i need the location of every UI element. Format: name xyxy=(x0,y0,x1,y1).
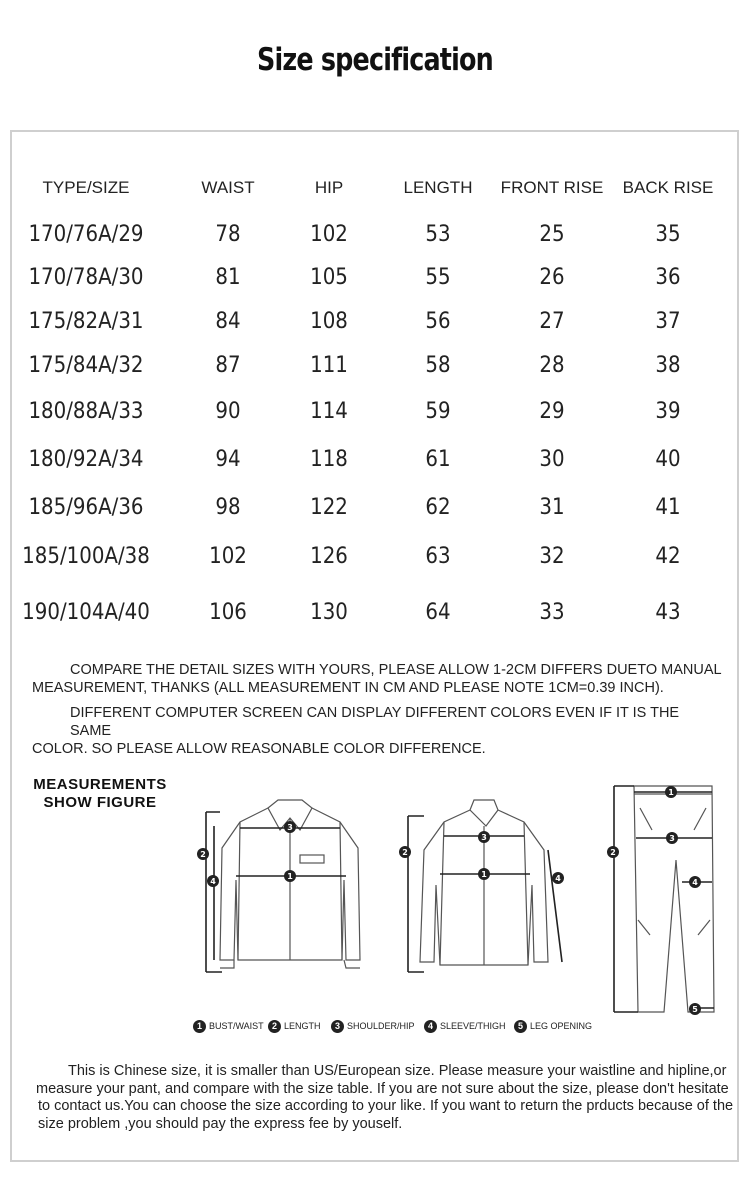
table-header-2: WAIST xyxy=(201,178,255,197)
legend-label: SLEEVE/THIGH xyxy=(440,1021,506,1031)
table-row-size: 185/100A/38 xyxy=(22,544,150,569)
table-cell: 40 xyxy=(655,447,681,472)
table-cell: 36 xyxy=(655,265,681,290)
svg-text:2: 2 xyxy=(610,848,616,857)
table-cell: 41 xyxy=(655,495,681,520)
footer-line4: size problem ,you should pay the express fee by youself. xyxy=(38,1115,403,1132)
measurements-label-line2: SHOW FIGURE xyxy=(43,794,157,811)
table-cell: 98 xyxy=(215,495,241,520)
svg-text:4: 4 xyxy=(555,874,561,883)
table-cell: 37 xyxy=(655,309,681,334)
table-cell: 29 xyxy=(539,399,565,424)
table-cell: 56 xyxy=(425,309,451,334)
numbered-marker-icon: 4 xyxy=(424,1020,437,1033)
table-row-size: 170/76A/29 xyxy=(28,222,144,247)
svg-text:4: 4 xyxy=(692,878,698,887)
table-cell: 114 xyxy=(310,399,348,424)
page-title: Size specification xyxy=(257,42,493,78)
table-header-3: HIP xyxy=(314,178,344,197)
table-row-size: 175/84A/32 xyxy=(28,353,144,378)
table-cell: 108 xyxy=(310,309,348,334)
svg-text:3: 3 xyxy=(481,833,487,842)
note2-line2: COLOR. SO PLEASE ALLOW REASONABLE COLOR DIFFERENCE. xyxy=(32,741,486,757)
jacket-diagram xyxy=(420,800,548,965)
table-cell: 26 xyxy=(539,265,565,290)
marker-3-icon xyxy=(666,832,678,844)
table-cell: 106 xyxy=(209,600,247,625)
table-cell: 58 xyxy=(425,353,451,378)
table-cell: 61 xyxy=(425,447,451,472)
table-row-size: 185/96A/36 xyxy=(28,495,144,520)
table-cell: 78 xyxy=(215,222,241,247)
table-cell: 31 xyxy=(539,495,565,520)
table-cell: 35 xyxy=(655,222,681,247)
svg-text:2: 2 xyxy=(402,848,408,857)
legend-label: BUST/WAIST xyxy=(209,1021,264,1031)
table-row-size: 190/104A/40 xyxy=(22,600,150,625)
legend-item xyxy=(424,1019,506,1033)
table-row-size: 170/78A/30 xyxy=(28,265,144,290)
table-cell: 90 xyxy=(215,399,241,424)
note1-line2: MEASUREMENT, THANKS (ALL MEASUREMENT IN CM AND PLEASE NOTE 1CM=0.39 INCH). xyxy=(32,680,664,696)
table-cell: 38 xyxy=(655,353,681,378)
table-cell: 102 xyxy=(209,544,247,569)
svg-text:1: 1 xyxy=(668,788,674,797)
svg-text:2: 2 xyxy=(200,850,206,859)
table-cell: 87 xyxy=(215,353,241,378)
table-row-size: 180/88A/33 xyxy=(28,399,144,424)
legend-item xyxy=(514,1019,592,1033)
legend-label: SHOULDER/HIP xyxy=(347,1021,415,1031)
marker-4-icon xyxy=(689,876,701,888)
svg-text:4: 4 xyxy=(210,877,216,886)
table-cell: 118 xyxy=(310,447,348,472)
marker-2-icon xyxy=(399,846,411,858)
table-cell: 84 xyxy=(215,309,241,334)
note1-line1: COMPARE THE DETAIL SIZES WITH YOURS, PLEASE ALLOW 1-2CM DIFFERS DUETO MANUAL xyxy=(70,662,722,678)
table-cell: 102 xyxy=(310,222,348,247)
svg-text:3: 3 xyxy=(287,823,293,832)
numbered-marker-icon: 5 xyxy=(514,1020,527,1033)
marker-2-icon xyxy=(197,848,209,860)
marker-3-icon xyxy=(478,831,490,843)
table-cell: 42 xyxy=(655,544,681,569)
svg-text:1: 1 xyxy=(481,870,487,879)
legend-label: LEG OPENING xyxy=(530,1021,593,1031)
legend-item xyxy=(268,1019,321,1033)
note2-line1: DIFFERENT COMPUTER SCREEN CAN DISPLAY DIFFERENT COLORS EVEN IF IT IS THE SAME xyxy=(70,705,680,739)
pants-diagram xyxy=(634,786,714,1012)
table-cell: 27 xyxy=(539,309,565,334)
marker-2-icon xyxy=(607,846,619,858)
table-cell: 28 xyxy=(539,353,565,378)
table-cell: 122 xyxy=(310,495,348,520)
table-cell: 62 xyxy=(425,495,451,520)
footer-line2: measure your pant, and compare with the size table. If you are not sure about the size, please don't hesitate xyxy=(36,1080,729,1097)
table-cell: 25 xyxy=(539,222,565,247)
marker-5-icon xyxy=(689,1003,701,1015)
marker-1-icon xyxy=(665,786,677,798)
table-cell: 64 xyxy=(425,600,451,625)
table-header-1: TYPE/SIZE xyxy=(42,178,130,197)
legend-item xyxy=(193,1019,264,1033)
legend-label: LENGTH xyxy=(284,1021,321,1031)
marker-1-icon xyxy=(284,870,296,882)
table-cell: 111 xyxy=(310,353,348,378)
marker-4-icon xyxy=(207,875,219,887)
table-cell: 105 xyxy=(310,265,348,290)
table-header-5: FRONT RISE xyxy=(500,178,604,197)
table-cell: 59 xyxy=(425,399,451,424)
table-row-size: 180/92A/34 xyxy=(28,447,144,472)
svg-text:1: 1 xyxy=(287,872,293,881)
marker-1-icon xyxy=(478,868,490,880)
marker-3-icon xyxy=(284,821,296,833)
table-cell: 81 xyxy=(215,265,241,290)
table-cell: 63 xyxy=(425,544,451,569)
table-cell: 126 xyxy=(310,544,348,569)
size-disclaimer xyxy=(36,1063,736,1133)
measurements-label-line1: MEASUREMENTS xyxy=(33,776,167,793)
table-cell: 55 xyxy=(425,265,451,290)
table-cell: 32 xyxy=(539,544,565,569)
table-cell: 130 xyxy=(310,600,348,625)
table-cell: 39 xyxy=(655,399,681,424)
legend-item xyxy=(331,1019,415,1033)
numbered-marker-icon: 2 xyxy=(268,1020,281,1033)
table-row-size: 175/82A/31 xyxy=(28,309,144,334)
footer-line3: to contact us.You can choose the size according to your like. If you want to return the prducts because of the xyxy=(38,1098,734,1114)
table-cell: 43 xyxy=(655,600,681,625)
table-cell: 53 xyxy=(425,222,451,247)
footer-line1: This is Chinese size, it is smaller than US/European size. Please measure your waistline and hipline,or xyxy=(68,1063,727,1079)
table-cell: 33 xyxy=(539,600,565,625)
table-header-4: LENGTH xyxy=(403,178,473,197)
table-header-6: BACK RISE xyxy=(622,178,714,197)
table-cell: 30 xyxy=(539,447,565,472)
svg-text:3: 3 xyxy=(669,834,675,843)
numbered-marker-icon: 3 xyxy=(331,1020,344,1033)
marker-4-icon xyxy=(552,872,564,884)
table-cell: 94 xyxy=(215,447,241,472)
numbered-marker-icon: 1 xyxy=(193,1020,206,1033)
svg-text:5: 5 xyxy=(692,1005,698,1014)
